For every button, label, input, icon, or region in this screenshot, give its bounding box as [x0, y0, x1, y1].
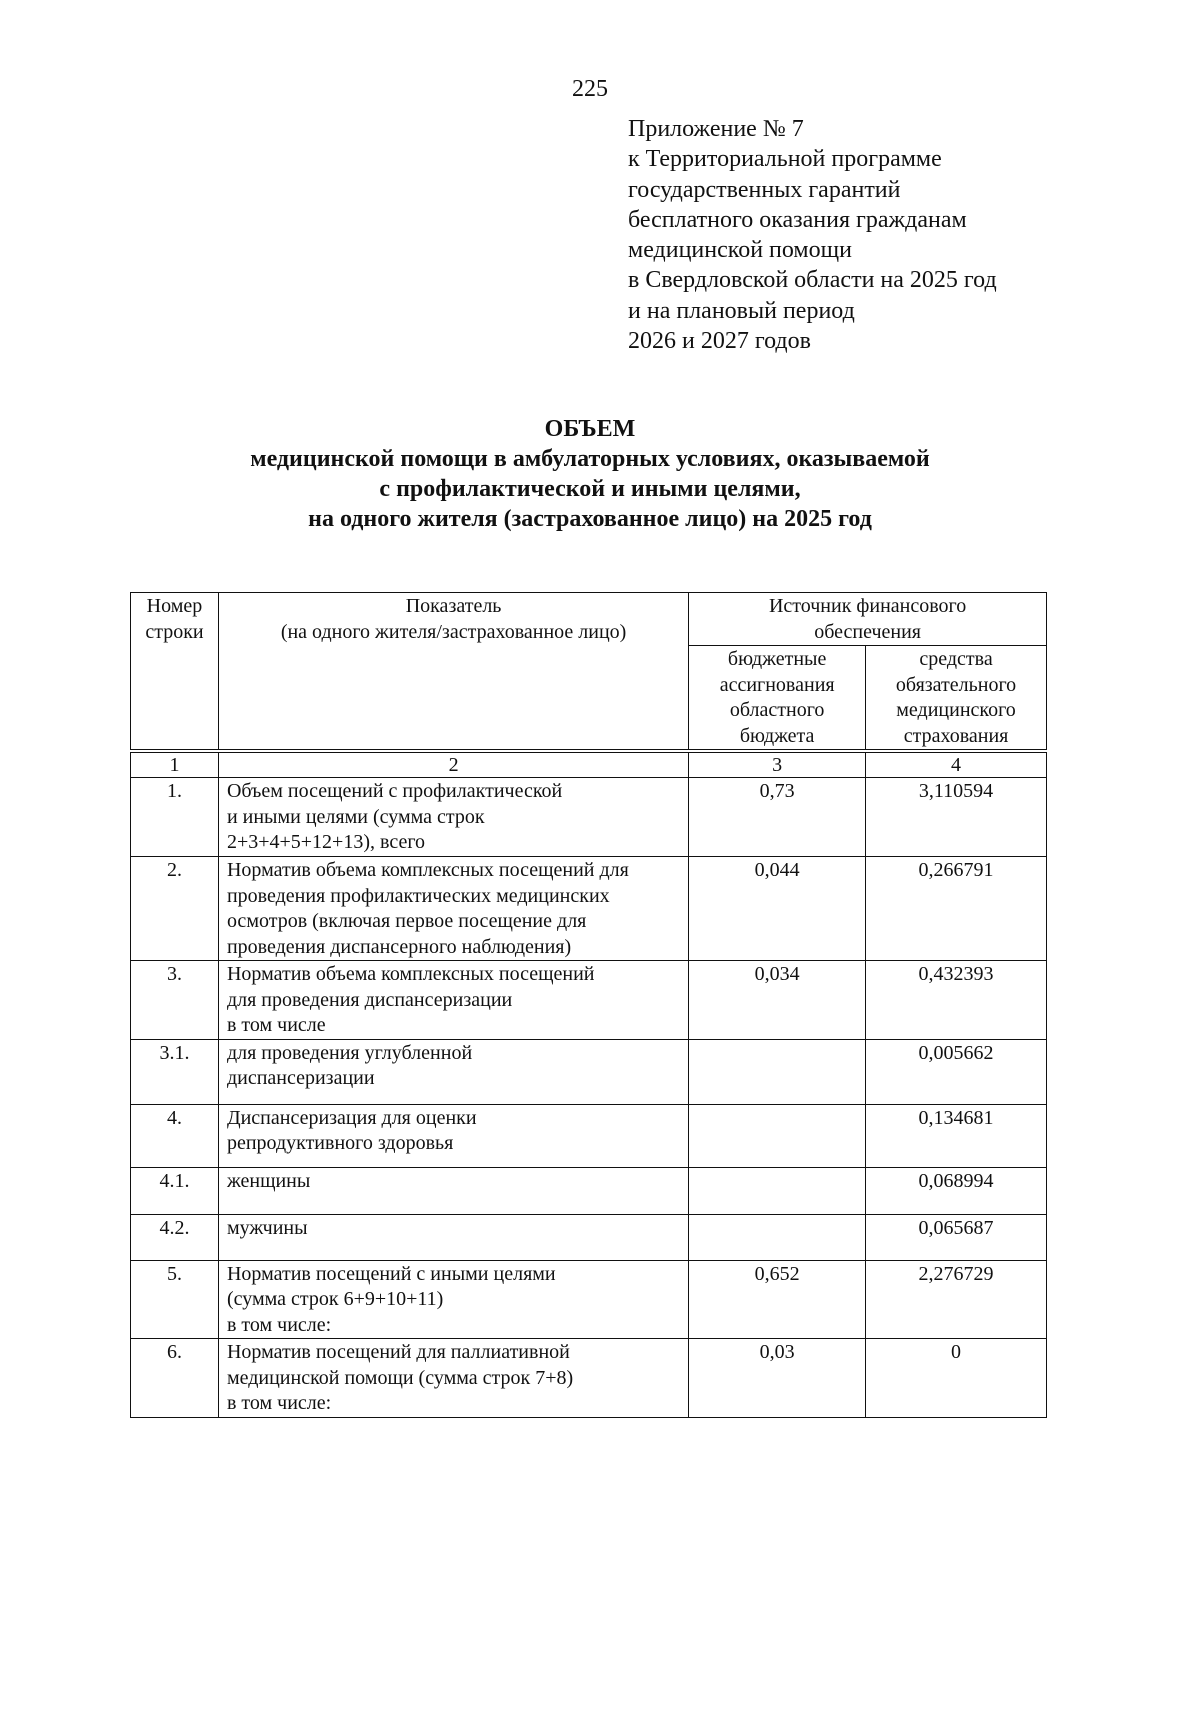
- indicator-line: для проведения диспансеризации: [226, 988, 513, 1011]
- column-numbers-row: [131, 751, 1047, 778]
- table-row: [131, 1260, 1047, 1339]
- indicator-line: 2+3+4+5+12+13), всего: [226, 831, 426, 853]
- table-row: [131, 961, 1047, 1040]
- row-number: 4.: [131, 1104, 219, 1167]
- indicator-line: женщины: [226, 1169, 311, 1192]
- budget-value: [689, 1039, 866, 1104]
- indicator-cell: [218, 1104, 688, 1167]
- document-title: [190, 414, 990, 534]
- indicator-cell: [218, 1039, 688, 1104]
- page-number: 225: [572, 76, 608, 102]
- title-line: медицинской помощи в амбулаторных условиях, оказываемой: [250, 446, 930, 472]
- header-row-number: Номер строки: [131, 593, 219, 752]
- indicator-line: Норматив посещений для паллиативной: [226, 1341, 570, 1363]
- row-number: 1.: [131, 778, 219, 857]
- indicator-line: осмотров (включая первое посещение для: [226, 910, 587, 932]
- table-row: [131, 1104, 1047, 1167]
- indicator-cell: [218, 961, 688, 1040]
- table-row: [131, 1214, 1047, 1260]
- col-number: 2: [218, 751, 688, 778]
- header-funding-source: Источник финансового обеспечения: [689, 593, 1047, 646]
- row-number: 2.: [131, 857, 219, 961]
- col-number: 1: [131, 751, 219, 778]
- budget-value: [689, 1104, 866, 1167]
- oms-value: 0,266791: [866, 857, 1047, 961]
- row-number: 3.1.: [131, 1039, 219, 1104]
- table-row: [131, 1039, 1047, 1104]
- budget-value: [689, 1167, 866, 1214]
- row-number: 3.: [131, 961, 219, 1040]
- indicator-line: в том числе:: [226, 1392, 332, 1414]
- table-row: [131, 1339, 1047, 1418]
- oms-value: 0,134681: [866, 1104, 1047, 1167]
- oms-value: 2,276729: [866, 1260, 1047, 1339]
- oms-value: 0,065687: [866, 1214, 1047, 1260]
- indicator-line: и иными целями (сумма строк: [226, 805, 485, 828]
- row-number: 4.2.: [131, 1214, 219, 1260]
- header-indicator: Показатель (на одного жителя/застрахованное лицо): [218, 593, 688, 752]
- indicator-line: проведения профилактических медицинских: [226, 884, 610, 907]
- volume-table: [130, 592, 1047, 1418]
- oms-value: 0,432393: [866, 961, 1047, 1040]
- row-number: 5.: [131, 1260, 219, 1339]
- row-number: 4.1.: [131, 1167, 219, 1214]
- indicator-line: Диспансеризация для оценки: [226, 1106, 477, 1129]
- appendix-note: [628, 114, 997, 356]
- budget-value: 0,044: [689, 857, 866, 961]
- col-number: 3: [689, 751, 866, 778]
- table-row: [131, 857, 1047, 961]
- appendix-line: в Свердловской области на 2025 год: [628, 267, 997, 294]
- indicator-line: в том числе: [226, 1014, 326, 1036]
- indicator-cell: [218, 1167, 688, 1214]
- indicator-line: Норматив объема комплексных посещений: [226, 963, 595, 985]
- indicator-cell: [218, 857, 688, 961]
- title-line: с профилактической и иными целями,: [379, 476, 801, 502]
- indicator-line: диспансеризации: [226, 1067, 375, 1089]
- oms-value: 3,110594: [866, 778, 1047, 857]
- indicator-line: (сумма строк 6+9+10+11): [226, 1288, 444, 1310]
- budget-value: [689, 1214, 866, 1260]
- header-oms: средства обязательного медицинского страхования: [866, 646, 1047, 752]
- budget-value: 0,73: [689, 778, 866, 857]
- table-row: [131, 1167, 1047, 1214]
- indicator-line: Объем посещений с профилактической: [226, 780, 563, 802]
- oms-value: 0,068994: [866, 1167, 1047, 1214]
- indicator-cell: [218, 1214, 688, 1260]
- header-budget: бюджетные ассигнования областного бюджета: [689, 646, 866, 752]
- indicator-line: мужчины: [226, 1216, 308, 1239]
- appendix-line: Приложение № 7: [628, 116, 804, 142]
- indicator-line: в том числе:: [226, 1313, 332, 1336]
- oms-value: 0,005662: [866, 1039, 1047, 1104]
- appendix-line: 2026 и 2027 годов: [628, 328, 811, 355]
- title-line: на одного жителя (застрахованное лицо) на 2025 год: [308, 506, 872, 532]
- appendix-line: медицинской помощи: [628, 237, 852, 264]
- indicator-line: для проведения углубленной: [226, 1041, 473, 1064]
- appendix-line: к Территориальной программе: [628, 146, 942, 173]
- budget-value: 0,03: [689, 1339, 866, 1418]
- indicator-line: репродуктивного здоровья: [226, 1132, 454, 1154]
- indicator-line: Норматив посещений с иными целями: [226, 1262, 556, 1285]
- row-number: 6.: [131, 1339, 219, 1418]
- indicator-cell: [218, 1260, 688, 1339]
- appendix-line: государственных гарантий: [628, 176, 901, 203]
- budget-value: 0,652: [689, 1260, 866, 1339]
- indicator-cell: [218, 778, 688, 857]
- indicator-line: проведения диспансерного наблюдения): [226, 935, 572, 958]
- indicator-line: Норматив объема комплексных посещений для: [226, 859, 629, 881]
- table-row: [131, 778, 1047, 857]
- oms-value: 0: [866, 1339, 1047, 1418]
- indicator-line: медицинской помощи (сумма строк 7+8): [226, 1366, 574, 1389]
- indicator-cell: [218, 1339, 688, 1418]
- title-line: ОБЪЕМ: [544, 416, 636, 442]
- col-number: 4: [866, 751, 1047, 778]
- appendix-line: бесплатного оказания гражданам: [628, 206, 967, 233]
- appendix-line: и на плановый период: [628, 297, 855, 324]
- budget-value: 0,034: [689, 961, 866, 1040]
